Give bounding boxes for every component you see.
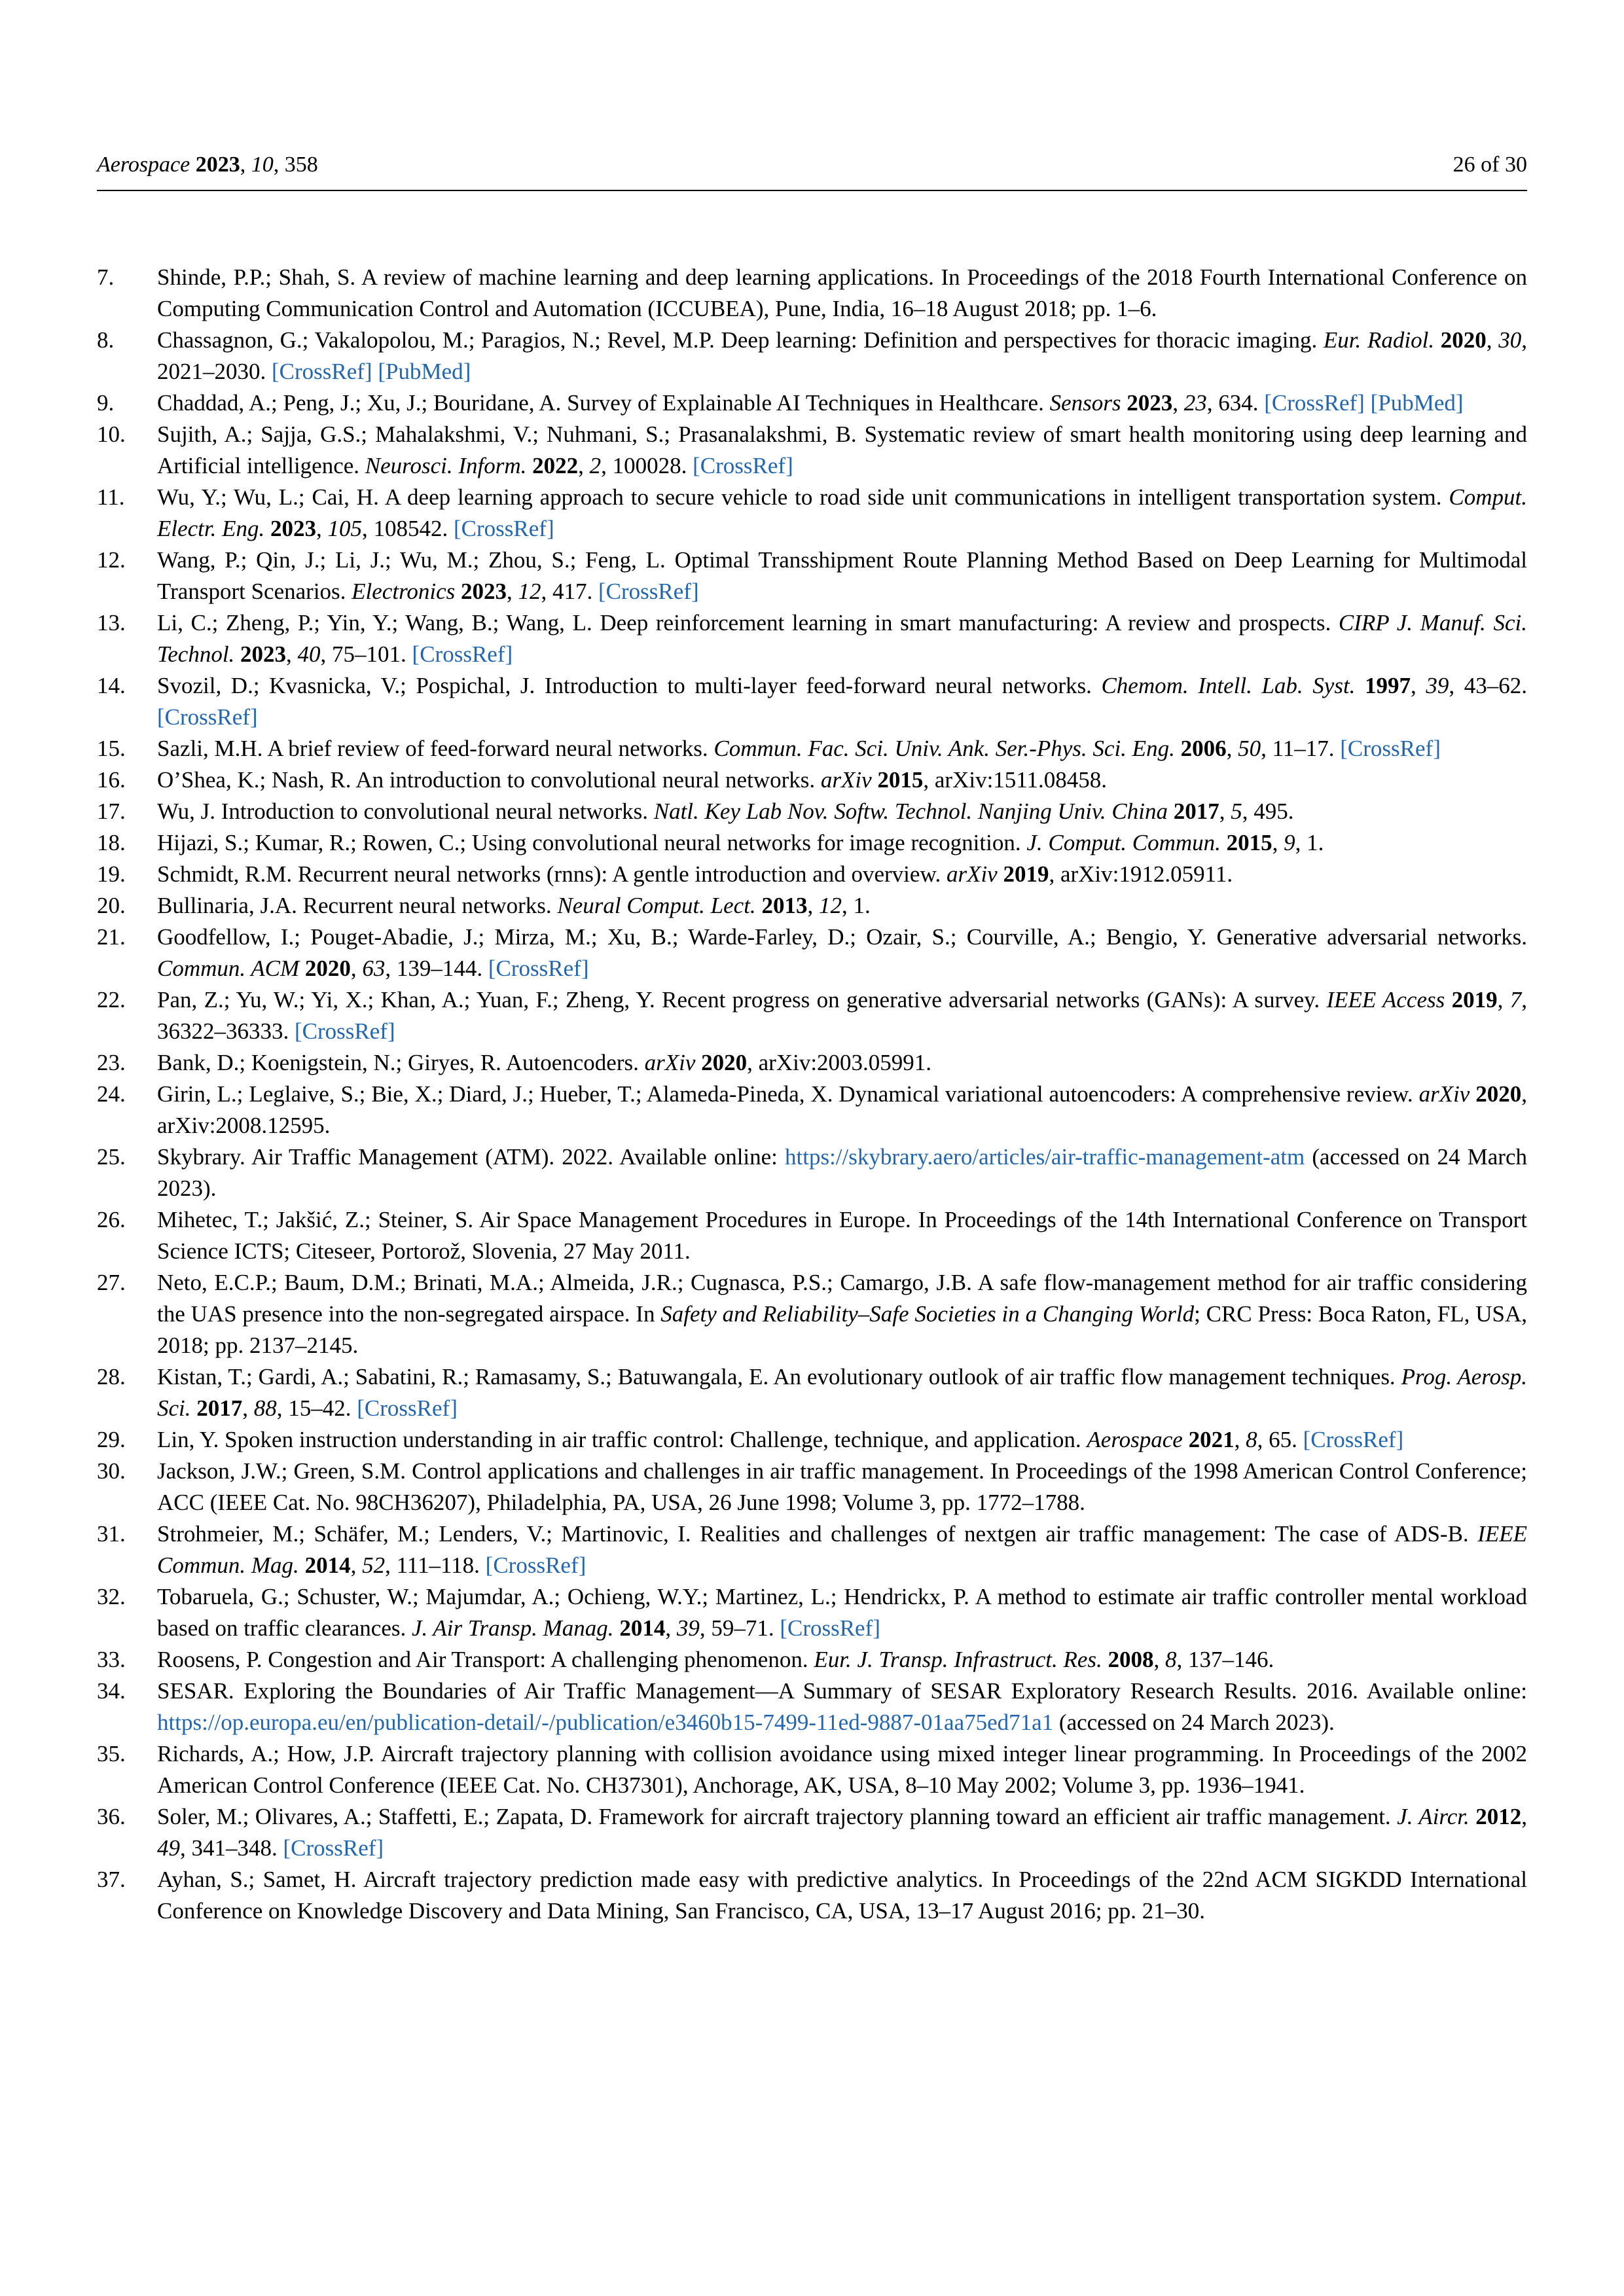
reference-list bbox=[97, 262, 1527, 1927]
reference-text bbox=[157, 1204, 1527, 1267]
citation-text: Pan, Z.; Yu, W.; Yi, X.; Khan, A.; Yuan, F.; Zheng, Y. Recent progress on generative adversarial networks (GANs): A survey. bbox=[157, 987, 1327, 1013]
reference-number: 14. bbox=[97, 673, 126, 698]
reference-item bbox=[97, 1456, 1527, 1518]
reference-number: 36. bbox=[97, 1804, 126, 1829]
reference-number: 13. bbox=[97, 610, 126, 636]
citation-text: , 417. bbox=[541, 579, 599, 604]
reference-item bbox=[97, 827, 1527, 859]
url-link[interactable]: https://op.europa.eu/en/publication-detail/-/publication/e3460b15-7499-11ed-9887-01aa75ed71a1 bbox=[157, 1710, 1054, 1735]
citation-year: 2020 bbox=[1475, 1081, 1522, 1107]
citation-year: 2022 bbox=[532, 453, 579, 478]
reference-number: 35. bbox=[97, 1741, 126, 1767]
citation-year: 2017 bbox=[196, 1395, 243, 1421]
citation-italic: 7 bbox=[1509, 987, 1522, 1013]
citation-text: , 139–144. bbox=[385, 956, 488, 981]
reference-number: 10. bbox=[97, 422, 126, 447]
reference-text bbox=[157, 482, 1527, 545]
citation-text: Tobaruela, G.; Schuster, W.; Majumdar, A.; Ochieng, W.Y.; Martinez, L.; Hendrickx, P. A method to estimate air traffic controller mental workload based on traffic clearances. bbox=[157, 1584, 1527, 1641]
reference-item bbox=[97, 890, 1527, 922]
reference-text bbox=[157, 1047, 1527, 1079]
citation-italic: Chemom. Intell. Lab. Syst. bbox=[1101, 673, 1356, 698]
journal-citation: Aerospace 2023, 10, 358 bbox=[97, 152, 318, 177]
citation-text: Li, C.; Zheng, P.; Yin, Y.; Wang, B.; Wang, L. Deep reinforcement learning in smart manufacturing: A review and prospects. bbox=[157, 610, 1339, 636]
reference-text bbox=[157, 890, 1527, 922]
citation-italic: J. Comput. Commun. bbox=[1026, 830, 1221, 855]
reference-text bbox=[157, 670, 1527, 733]
crossref-link[interactable]: [CrossRef] bbox=[1264, 390, 1365, 416]
citation-italic: Aerospace bbox=[1087, 1427, 1183, 1452]
citation-text: Richards, A.; How, J.P. Aircraft trajectory planning with collision avoidance using mixed integer linear programming. In Proceedings of the 2002 American Control Conference (IEEE Cat. No. CH37301), Anchorage, AK, USA, 8–10 May 2002; Volume 3, pp. 1936–1941. bbox=[157, 1741, 1527, 1798]
citation-text: , 43–62. bbox=[1449, 673, 1527, 698]
crossref-link[interactable]: [CrossRef] bbox=[454, 516, 554, 541]
citation-text: Wang, P.; Qin, J.; Li, J.; Wu, M.; Zhou, S.; Feng, L. Optimal Transshipment Route Planning Method Based on Deep Learning for Multimodal Transport Scenarios. bbox=[157, 547, 1527, 604]
reference-item bbox=[97, 1801, 1527, 1864]
citation-year: 2008 bbox=[1108, 1647, 1154, 1672]
citation-text bbox=[1434, 327, 1441, 353]
citation-text: , arXiv:2003.05991. bbox=[747, 1050, 932, 1075]
crossref-link[interactable]: [CrossRef] bbox=[598, 579, 699, 604]
citation-year: 2021 bbox=[1188, 1427, 1235, 1452]
citation-text: Strohmeier, M.; Schäfer, M.; Lenders, V.; Martinovic, I. Realities and challenges of nextgen air traffic management: The case of ADS-B. bbox=[157, 1521, 1478, 1547]
reference-item bbox=[97, 1204, 1527, 1267]
citation-text: , arXiv:1912.05911. bbox=[1049, 861, 1233, 887]
citation-year: 1997 bbox=[1365, 673, 1411, 698]
reference-number: 37. bbox=[97, 1867, 126, 1892]
citation-year: 2020 bbox=[1440, 327, 1487, 353]
reference-number: 33. bbox=[97, 1647, 126, 1672]
citation-year: 2023 bbox=[270, 516, 317, 541]
reference-number: 29. bbox=[97, 1427, 126, 1452]
citation-text: Bullinaria, J.A. Recurrent neural networks. bbox=[157, 893, 558, 918]
citation-text bbox=[455, 579, 461, 604]
citation-italic: arXiv bbox=[946, 861, 998, 887]
reference-number: 23. bbox=[97, 1050, 126, 1075]
citation-text bbox=[1355, 673, 1365, 698]
citation-italic: 12 bbox=[518, 579, 541, 604]
reference-item bbox=[97, 607, 1527, 670]
citation-text: Bank, D.; Koenigstein, N.; Giryes, R. Autoencoders. bbox=[157, 1050, 645, 1075]
citation-text: , bbox=[1521, 1804, 1528, 1829]
citation-text: , bbox=[1234, 1427, 1246, 1452]
citation-text: Chassagnon, G.; Vakalopolou, M.; Paragios, N.; Revel, M.P. Deep learning: Definition and perspectives for thoracic imaging. bbox=[157, 327, 1324, 353]
reference-item bbox=[97, 922, 1527, 984]
citation-text: , bbox=[350, 956, 363, 981]
citation-year: 2012 bbox=[1475, 1804, 1522, 1829]
reference-number: 28. bbox=[97, 1364, 126, 1390]
citation-text: Skybrary. Air Traffic Management (ATM). 2022. Available online: bbox=[157, 1144, 785, 1170]
citation-text: Hijazi, S.; Kumar, R.; Rowen, C.; Using convolutional neural networks for image recognition. bbox=[157, 830, 1027, 855]
citation-text bbox=[695, 1050, 701, 1075]
citation-text: Mihetec, T.; Jakšić, Z.; Steiner, S. Air Space Management Procedures in Europe. In Proceedings of the 14th International Conference on Transport Science ICTS; Citeseer, Portorož, Slovenia, 27 May 2011. bbox=[157, 1207, 1527, 1264]
reference-text bbox=[157, 1644, 1527, 1676]
citation-text: , bbox=[242, 1395, 254, 1421]
citation-text: Svozil, D.; Kvasnicka, V.; Pospichal, J. Introduction to multi-layer feed-forward neural networks. bbox=[157, 673, 1102, 698]
reference-item bbox=[97, 387, 1527, 419]
reference-text bbox=[157, 827, 1527, 859]
citation-year: 2015 bbox=[1226, 830, 1272, 855]
reference-number: 16. bbox=[97, 767, 126, 793]
citation-italic: 8 bbox=[1165, 1647, 1177, 1672]
reference-number: 19. bbox=[97, 861, 126, 887]
reference-text bbox=[157, 1361, 1527, 1424]
citation-text: , 341–348. bbox=[180, 1835, 283, 1861]
citation-text: , 634. bbox=[1206, 390, 1265, 416]
journal-volume: 10 bbox=[251, 152, 274, 177]
reference-item bbox=[97, 1518, 1527, 1581]
citation-italic: IEEE Commun. Mag. bbox=[157, 1521, 1527, 1578]
citation-text: Ayhan, S.; Samet, H. Aircraft trajectory prediction made easy with predictive analytics. In Proceedings of the 22nd ACM SIGKDD International Conference on Knowledge Discovery and Data Mining, San Francisco, CA, USA, 13–17 August 2016; pp. 21–30. bbox=[157, 1867, 1527, 1924]
reference-number: 24. bbox=[97, 1081, 126, 1107]
crossref-link[interactable]: [CrossRef] bbox=[488, 956, 589, 981]
reference-item bbox=[97, 1361, 1527, 1424]
reference-number: 32. bbox=[97, 1584, 126, 1609]
citation-text bbox=[1470, 1081, 1475, 1107]
citation-text bbox=[299, 1552, 305, 1578]
citation-text: , bbox=[316, 516, 328, 541]
citation-year: 2020 bbox=[701, 1050, 748, 1075]
citation-text: SESAR. Exploring the Boundaries of Air Traffic Management—A Summary of SESAR Exploratory Research Results. 2016. Available online: bbox=[157, 1678, 1527, 1704]
citation-italic: IEEE Access bbox=[1326, 987, 1445, 1013]
citation-italic: 50 bbox=[1238, 736, 1261, 761]
citation-year: 2014 bbox=[619, 1615, 666, 1641]
citation-italic: 9 bbox=[1284, 830, 1295, 855]
citation-italic: Sensors bbox=[1049, 390, 1121, 416]
citation-italic: Neurosci. Inform. bbox=[365, 453, 527, 478]
citation-year: 2017 bbox=[1173, 798, 1219, 824]
reference-item bbox=[97, 1581, 1527, 1644]
citation-italic: 30 bbox=[1498, 327, 1522, 353]
reference-item bbox=[97, 1267, 1527, 1361]
citation-italic: 52 bbox=[362, 1552, 386, 1578]
citation-text bbox=[1175, 736, 1181, 761]
citation-text: , 1. bbox=[1295, 830, 1324, 855]
citation-italic: arXiv bbox=[1418, 1081, 1470, 1107]
citation-year: 2015 bbox=[877, 767, 924, 793]
citation-text: Kistan, T.; Gardi, A.; Sabatini, R.; Ramasamy, S.; Batuwangala, E. An evolutionary outlook of air traffic flow management techniques. bbox=[157, 1364, 1401, 1390]
crossref-link[interactable]: [CrossRef] bbox=[693, 453, 793, 478]
citation-italic: Comput. Electr. Eng. bbox=[157, 484, 1527, 541]
crossref-link[interactable]: [CrossRef] bbox=[272, 359, 372, 384]
crossref-link[interactable]: [CrossRef] bbox=[412, 641, 513, 667]
crossref-link[interactable]: [CrossRef] bbox=[780, 1615, 880, 1641]
citation-italic: 5 bbox=[1231, 798, 1242, 824]
citation-text: , bbox=[1153, 1647, 1166, 1672]
citation-text: , bbox=[286, 641, 298, 667]
citation-italic: 105 bbox=[327, 516, 363, 541]
citation-text: , bbox=[1497, 987, 1510, 1013]
citation-italic: 39 bbox=[676, 1615, 700, 1641]
reference-text bbox=[157, 1518, 1527, 1581]
reference-text bbox=[157, 1141, 1527, 1204]
reference-number: 20. bbox=[97, 893, 126, 918]
url-link[interactable]: https://skybrary.aero/articles/air-traffic-management-atm bbox=[785, 1144, 1305, 1170]
citation-text: , 75–101. bbox=[320, 641, 412, 667]
pubmed-link[interactable]: [PubMed] bbox=[1370, 390, 1464, 416]
citation-italic: 49 bbox=[157, 1835, 180, 1861]
reference-text bbox=[157, 922, 1527, 984]
reference-item bbox=[97, 1738, 1527, 1801]
reference-item bbox=[97, 545, 1527, 607]
citation-year: 2023 bbox=[1127, 390, 1173, 416]
reference-number: 31. bbox=[97, 1521, 126, 1547]
crossref-link[interactable]: [CrossRef] bbox=[295, 1018, 395, 1044]
citation-italic: CIRP J. Manuf. Sci. Technol. bbox=[157, 610, 1527, 667]
reference-text bbox=[157, 1676, 1527, 1738]
reference-text bbox=[157, 733, 1527, 764]
journal-year: 2023 bbox=[195, 152, 240, 177]
citation-italic: 8 bbox=[1246, 1427, 1257, 1452]
citation-text: Goodfellow, I.; Pouget-Abadie, J.; Mirza, M.; Xu, B.; Warde-Farley, D.; Ozair, S.; Courville, A.; Bengio, Y. Generative adversarial networks. bbox=[157, 924, 1527, 950]
citation-text: Chaddad, A.; Peng, J.; Xu, J.; Bouridane, A. Survey of Explainable AI Techniques in Healthcare. bbox=[157, 390, 1050, 416]
citation-italic: Prog. Aerosp. Sci. bbox=[157, 1364, 1527, 1421]
reference-number: 26. bbox=[97, 1207, 126, 1232]
reference-number: 30. bbox=[97, 1458, 126, 1484]
citation-text: ; CRC Press: Boca Raton, FL, USA, 2018; pp. 2137–2145. bbox=[157, 1301, 1527, 1358]
reference-item bbox=[97, 733, 1527, 764]
citation-year: 2013 bbox=[761, 893, 808, 918]
citation-text: Schmidt, R.M. Recurrent neural networks (rnns): A gentle introduction and overview. bbox=[157, 861, 947, 887]
citation-text: , bbox=[1411, 673, 1426, 698]
citation-year: 2019 bbox=[1451, 987, 1498, 1013]
citation-italic: J. Air Transp. Manag. bbox=[412, 1615, 614, 1641]
citation-text bbox=[526, 453, 532, 478]
citation-text: Jackson, J.W.; Green, S.M. Control applications and challenges in air traffic management. In Proceedings of the 1998 American Control Conference; ACC (IEEE Cat. No. 98CH36207), Philadelphia, PA, USA, 26 June 1998; Volume 3, pp. 1772–1788. bbox=[157, 1458, 1527, 1515]
citation-text: , 2021–2030. bbox=[157, 327, 1528, 384]
reference-number: 11. bbox=[97, 484, 125, 510]
citation-text: , bbox=[350, 1552, 363, 1578]
citation-text: , bbox=[1226, 736, 1238, 761]
citation-text: Sujith, A.; Sajja, G.S.; Mahalakshmi, V.; Nuhmani, S.; Prasanalakshmi, B. Systematic review of smart health monitoring using deep learning and Artificial intelligence. bbox=[157, 422, 1527, 478]
citation-text bbox=[1168, 798, 1174, 824]
reference-item bbox=[97, 1141, 1527, 1204]
reference-text bbox=[157, 387, 1527, 419]
citation-text: Soler, M.; Olivares, A.; Staffetti, E.; Zapata, D. Framework for aircraft trajectory planning toward an efficient air traffic management. bbox=[157, 1804, 1398, 1829]
citation-text bbox=[1102, 1647, 1108, 1672]
citation-year: 2023 bbox=[240, 641, 287, 667]
citation-text: Lin, Y. Spoken instruction understanding in air traffic control: Challenge, technique, and application. bbox=[157, 1427, 1087, 1452]
citation-text: , 108542. bbox=[362, 516, 454, 541]
citation-text: Sazli, M.H. A brief review of feed-forward neural networks. bbox=[157, 736, 714, 761]
pubmed-link[interactable]: [PubMed] bbox=[378, 359, 471, 384]
citation-text: , 111–118. bbox=[385, 1552, 486, 1578]
citation-italic: Safety and Reliability–Safe Societies in a Changing World bbox=[660, 1301, 1195, 1327]
citation-text: Neto, E.C.P.; Baum, D.M.; Brinati, M.A.; Almeida, J.R.; Cugnasca, P.S.; Camargo, J.B. A safe flow-management method for air traffic considering the UAS presence into the non-segregated airspace. In bbox=[157, 1270, 1527, 1327]
citation-text: , 36322–36333. bbox=[157, 987, 1527, 1044]
citation-italic: arXiv bbox=[644, 1050, 696, 1075]
reference-text bbox=[157, 1738, 1527, 1801]
citation-text: , 11–17. bbox=[1261, 736, 1341, 761]
citation-text bbox=[1365, 390, 1371, 416]
reference-number: 27. bbox=[97, 1270, 126, 1295]
citation-text: Wu, Y.; Wu, L.; Cai, H. A deep learning approach to secure vehicle to road side unit communications in intelligent transportation system. bbox=[157, 484, 1449, 510]
reference-number: 22. bbox=[97, 987, 126, 1013]
citation-text bbox=[264, 516, 270, 541]
citation-italic: Eur. J. Transp. Infrastruct. Res. bbox=[814, 1647, 1102, 1672]
citation-text: , arXiv:1511.08458. bbox=[923, 767, 1108, 793]
reference-item bbox=[97, 482, 1527, 545]
citation-text bbox=[1121, 390, 1127, 416]
citation-italic: arXiv bbox=[820, 767, 872, 793]
citation-italic: Electronics bbox=[352, 579, 456, 604]
crossref-link[interactable]: [CrossRef] bbox=[283, 1835, 384, 1861]
reference-number: 25. bbox=[97, 1144, 126, 1170]
reference-text bbox=[157, 1801, 1527, 1864]
reference-text bbox=[157, 796, 1527, 827]
reference-item bbox=[97, 1864, 1527, 1927]
reference-item bbox=[97, 1424, 1527, 1456]
reference-item bbox=[97, 1047, 1527, 1079]
reference-text bbox=[157, 419, 1527, 482]
reference-item bbox=[97, 859, 1527, 890]
reference-number: 15. bbox=[97, 736, 126, 761]
citation-italic: 40 bbox=[297, 641, 321, 667]
crossref-link[interactable]: [CrossRef] bbox=[1340, 736, 1441, 761]
reference-text bbox=[157, 1424, 1527, 1456]
reference-text bbox=[157, 545, 1527, 607]
citation-italic: Neural Comput. Lect. bbox=[557, 893, 756, 918]
citation-text: , bbox=[807, 893, 819, 918]
reference-number: 8. bbox=[97, 327, 115, 353]
citation-italic: 88 bbox=[253, 1395, 277, 1421]
reference-number: 18. bbox=[97, 830, 126, 855]
reference-number: 17. bbox=[97, 798, 126, 824]
citation-text: , bbox=[1172, 390, 1184, 416]
reference-item bbox=[97, 1644, 1527, 1676]
citation-text: , bbox=[1272, 830, 1284, 855]
reference-number: 9. bbox=[97, 390, 115, 416]
reference-item bbox=[97, 1676, 1527, 1738]
citation-text: (accessed on 24 March 2023). bbox=[1053, 1710, 1335, 1735]
article-number: 358 bbox=[284, 152, 318, 177]
citation-italic: 12 bbox=[818, 893, 842, 918]
journal-name: Aerospace bbox=[97, 152, 190, 177]
citation-text: Shinde, P.P.; Shah, S. A review of machine learning and deep learning applications. In Proceedings of the 2018 Fourth International Conference on Computing Communication Control and Automation (ICCUBEA), Pune, India, 16–18 August 2018; pp. 1–6. bbox=[157, 264, 1527, 321]
citation-text: O’Shea, K.; Nash, R. An introduction to convolutional neural networks. bbox=[157, 767, 821, 793]
citation-text: Wu, J. Introduction to convolutional neural networks. bbox=[157, 798, 654, 824]
crossref-link[interactable]: [CrossRef] bbox=[357, 1395, 458, 1421]
citation-text bbox=[1470, 1804, 1476, 1829]
citation-text: Roosens, P. Congestion and Air Transport: A challenging phenomenon. bbox=[157, 1647, 814, 1672]
citation-text: , 137–146. bbox=[1176, 1647, 1274, 1672]
reference-item bbox=[97, 1079, 1527, 1141]
citation-italic: J. Aircr. bbox=[1397, 1804, 1470, 1829]
reference-text bbox=[157, 607, 1527, 670]
citation-text: , bbox=[507, 579, 518, 604]
citation-year: 2014 bbox=[304, 1552, 351, 1578]
reference-number: 21. bbox=[97, 924, 126, 950]
citation-text bbox=[234, 641, 240, 667]
citation-italic: 39 bbox=[1426, 673, 1449, 698]
reference-number: 12. bbox=[97, 547, 126, 573]
citation-year: 2020 bbox=[304, 956, 351, 981]
citation-text: , 15–42. bbox=[276, 1395, 357, 1421]
crossref-link[interactable]: [CrossRef] bbox=[485, 1552, 586, 1578]
reference-text bbox=[157, 984, 1527, 1047]
reference-text bbox=[157, 764, 1527, 796]
reference-text bbox=[157, 262, 1527, 325]
reference-text bbox=[157, 1079, 1527, 1141]
citation-italic: 63 bbox=[362, 956, 386, 981]
reference-item bbox=[97, 419, 1527, 482]
citation-year: 2023 bbox=[461, 579, 507, 604]
citation-italic: Commun. Fac. Sci. Univ. Ank. Ser.-Phys. Sci. Eng. bbox=[713, 736, 1175, 761]
citation-year: 2019 bbox=[1003, 861, 1049, 887]
citation-text: , 59–71. bbox=[699, 1615, 780, 1641]
citation-italic: Commun. ACM bbox=[157, 956, 300, 981]
citation-italic: 2 bbox=[589, 453, 602, 478]
reference-text bbox=[157, 1456, 1527, 1518]
citation-italic: 23 bbox=[1183, 390, 1207, 416]
citation-italic: Eur. Radiol. bbox=[1323, 327, 1435, 353]
citation-text: , 495. bbox=[1242, 798, 1294, 824]
reference-item bbox=[97, 325, 1527, 387]
reference-number: 34. bbox=[97, 1678, 126, 1704]
citation-text: , arXiv:2008.12595. bbox=[157, 1081, 1528, 1138]
reference-item bbox=[97, 670, 1527, 733]
reference-item bbox=[97, 984, 1527, 1047]
reference-text bbox=[157, 1267, 1527, 1361]
citation-text: , bbox=[665, 1615, 677, 1641]
reference-item bbox=[97, 764, 1527, 796]
crossref-link[interactable]: [CrossRef] bbox=[1303, 1427, 1404, 1452]
citation-text: , bbox=[578, 453, 590, 478]
citation-text: , 1. bbox=[841, 893, 871, 918]
reference-number: 7. bbox=[97, 264, 115, 290]
reference-text bbox=[157, 1581, 1527, 1644]
header-rule bbox=[97, 190, 1527, 191]
citation-text: , 100028. bbox=[601, 453, 693, 478]
crossref-link[interactable]: [CrossRef] bbox=[157, 704, 258, 730]
citation-text bbox=[1183, 1427, 1189, 1452]
citation-text bbox=[614, 1615, 620, 1641]
reference-item bbox=[97, 262, 1527, 325]
citation-text bbox=[1445, 987, 1451, 1013]
citation-text: , 65. bbox=[1257, 1427, 1303, 1452]
citation-italic: Natl. Key Lab Nov. Softw. Technol. Nanjing Univ. China bbox=[653, 798, 1168, 824]
reference-item bbox=[97, 796, 1527, 827]
page-number: 26 of 30 bbox=[1453, 152, 1527, 177]
citation-text: Girin, L.; Leglaive, S.; Bie, X.; Diard, J.; Hueber, T.; Alameda-Pineda, X. Dynamical variational autoencoders: A comprehensive review. bbox=[157, 1081, 1419, 1107]
reference-text bbox=[157, 859, 1527, 890]
citation-text bbox=[299, 956, 305, 981]
citation-text bbox=[1221, 830, 1227, 855]
citation-text: (accessed on 24 March 2023). bbox=[157, 1144, 1527, 1201]
citation-text: , bbox=[1486, 327, 1499, 353]
citation-text: , bbox=[1219, 798, 1231, 824]
reference-text bbox=[157, 325, 1527, 387]
citation-text bbox=[191, 1395, 197, 1421]
reference-text bbox=[157, 1864, 1527, 1927]
citation-year: 2006 bbox=[1180, 736, 1227, 761]
